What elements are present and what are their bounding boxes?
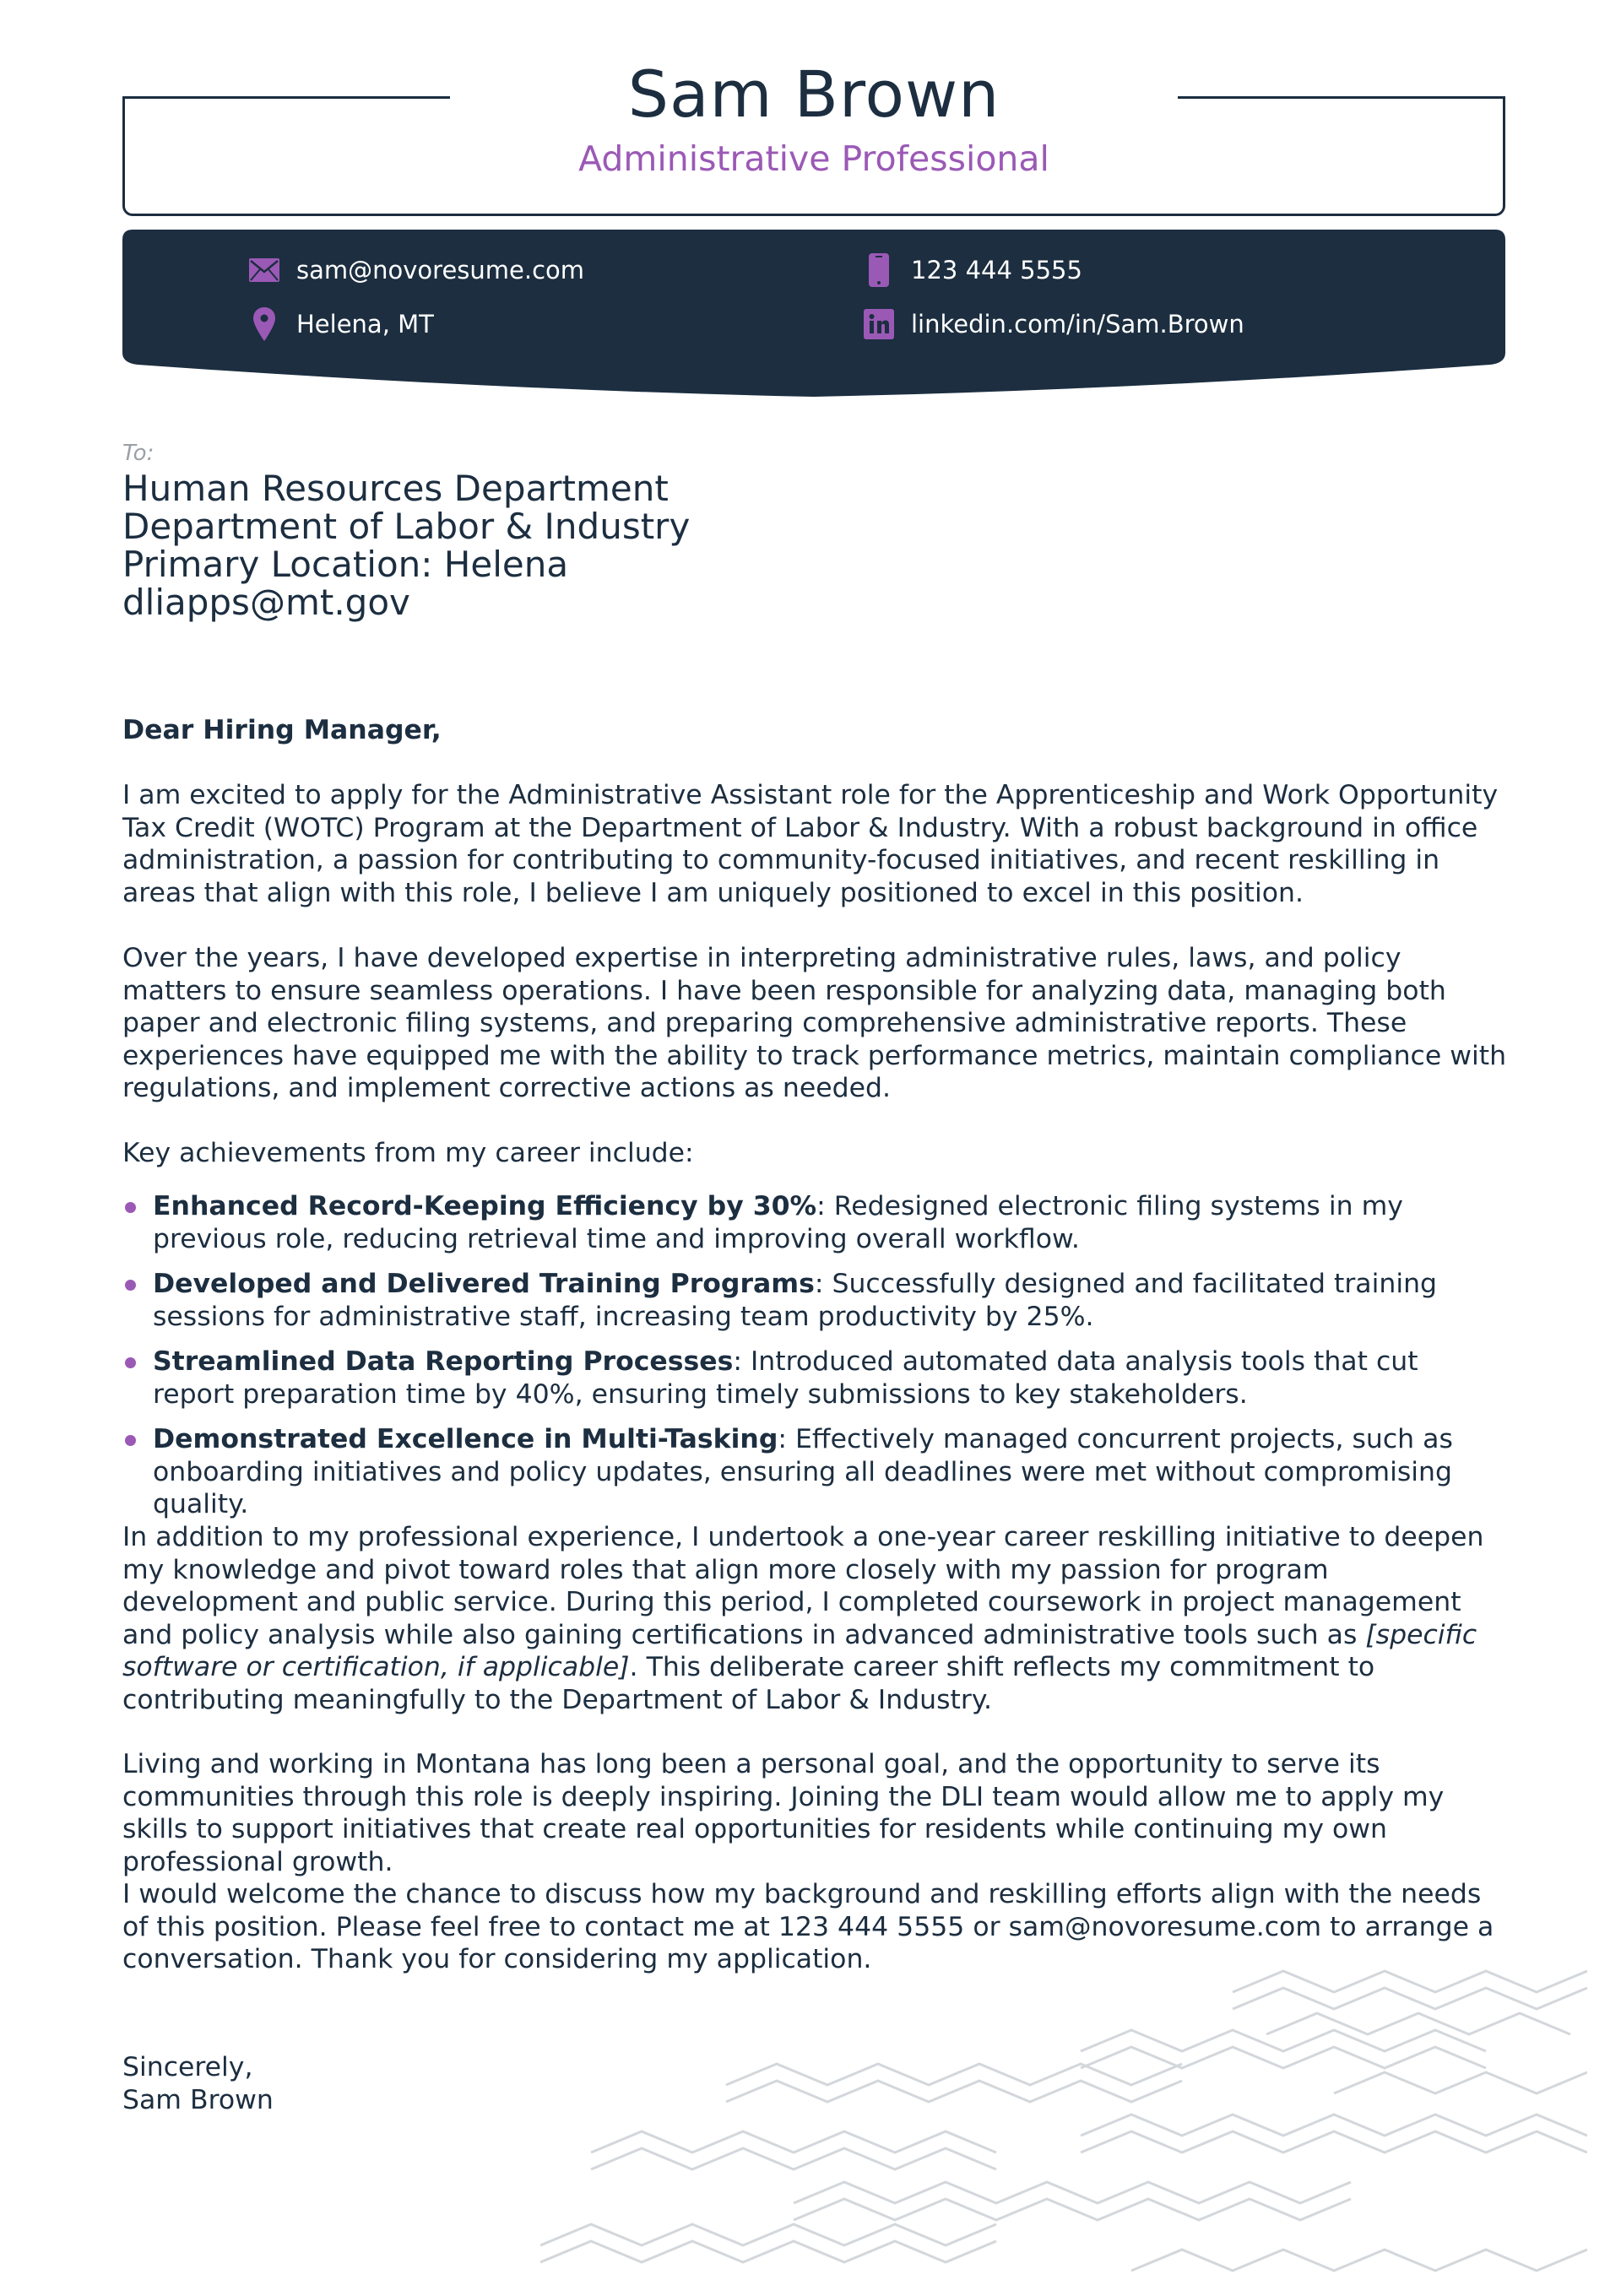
recipient-line: Human Resources Department <box>122 468 669 509</box>
paragraph-reskilling <box>122 1521 1507 1716</box>
list-item <box>122 1346 1507 1411</box>
contact-band <box>122 230 1505 398</box>
contact-phone[interactable] <box>864 253 1082 287</box>
achievements-list <box>122 1190 1507 1534</box>
recipient-line: Department of Labor & Industry <box>122 506 691 547</box>
paragraph-achievements-intro: Key achievements from my career include: <box>122 1138 694 1168</box>
map-pin-icon <box>249 307 279 341</box>
phone-icon <box>864 253 894 287</box>
reskilling-text: In addition to my professional experience, I undertook a one-year career reskilling initiative to deepen my knowledge and pivot toward roles that align more closely with my passion for program development and public service. During this period, I completed coursework in project management and policy analysis while also gaining certifications in advanced administrative tools such as <box>122 1522 1484 1650</box>
phone-text: 123 444 5555 <box>911 256 1082 284</box>
email-text: sam@novoresume.com <box>296 256 585 284</box>
paragraph-motivation: Living and working in Montana has long been a personal goal, and the opportunity to serve its communities through this role is deeply inspiring. Joining the DLI team would allow me to apply my skills to support initiatives that create real opportunities for residents while continuing my own professional growth. <box>122 1749 1445 1877</box>
header-rule-left <box>122 96 450 99</box>
recipient-email[interactable]: dliapps@mt.gov <box>122 582 410 623</box>
achievement-text: : Effectively managed concurrent projects, such as onboarding initiatives and policy updates, ensuring all deadlines were met without compromising quality. <box>153 1424 1453 1519</box>
envelope-icon <box>249 253 279 287</box>
reskilling-text-end: . This deliberate career shift reflects my commitment to contributing meaningfully to the Department of Labor & Industry. <box>122 1652 1375 1715</box>
location-text: Helena, MT <box>296 310 434 338</box>
recipient-line: Primary Location: Helena <box>122 544 569 585</box>
contact-location <box>249 307 434 341</box>
greeting: Dear Hiring Manager, <box>122 715 442 745</box>
applicant-title: Administrative Professional <box>578 138 1049 179</box>
list-item <box>122 1268 1507 1333</box>
list-item <box>122 1423 1507 1521</box>
applicant-name: Sam Brown <box>627 57 1000 132</box>
achievement-title: Streamlined Data Reporting Processes <box>153 1346 734 1377</box>
linkedin-text: linkedin.com/in/Sam.Brown <box>911 310 1244 338</box>
achievement-text: : Redesigned electronic filing systems in my previous role, reducing retrieval time and improving overall workflow. <box>153 1191 1403 1254</box>
list-item <box>122 1190 1507 1255</box>
contact-linkedin[interactable] <box>864 307 1244 341</box>
achievement-text: : Successfully designed and facilitated training sessions for administrative staff, increasing team productivity by 25%. <box>153 1269 1438 1332</box>
signoff-block <box>122 2051 274 2116</box>
paragraph-closing: I would welcome the chance to discuss how my background and reskilling efforts align with the needs of this position. Please feel free to contact me at 123 444 5555 or sam@novoresume.com to arrange a conversation. Thank you for considering my application. <box>122 1879 1494 1974</box>
bullet-dot <box>125 1202 136 1213</box>
achievement-text: : Introduced automated data analysis tools that cut report preparation time by 40%, ensuring timely submissions to key stakeholders. <box>153 1346 1418 1410</box>
header-rule-right <box>1178 96 1505 99</box>
decorative-chevron-pattern <box>540 1967 1587 2296</box>
recipient-block <box>122 469 690 621</box>
recipient-label: To: <box>122 441 155 466</box>
bullet-dot <box>125 1435 136 1446</box>
paragraph-intro: I am excited to apply for the Administrative Assistant role for the Apprenticeship and Work Opportunity Tax Credit (WOTC) Program at the Department of Labor & Industry. With a robust background in office administration, a passion for contributing to community-focused initiatives, and recent reskilling in areas that align with this role, I believe I am uniquely positioned to excel in this position. <box>122 780 1499 908</box>
achievement-title: Developed and Delivered Training Programs <box>153 1269 815 1299</box>
closing-phrase: Sincerely, <box>122 2052 253 2082</box>
bullet-dot <box>125 1280 136 1291</box>
reskilling-placeholder: [specific software or certification, if applicable] <box>122 1619 1477 1682</box>
linkedin-icon <box>864 307 894 341</box>
bullet-dot <box>125 1357 136 1368</box>
paragraph-experience: Over the years, I have developed expertise in interpreting administrative rules, laws, and policy matters to ensure seamless operations. I have been responsible for analyzing data, managing both paper and electronic filing systems, and preparing comprehensive administrative reports. These experiences have equipped me with the ability to track performance metrics, maintain compliance with regulations, and implement corrective actions as needed. <box>122 943 1507 1103</box>
achievement-title: Enhanced Record-Keeping Efficiency by 30% <box>153 1191 817 1221</box>
achievement-title: Demonstrated Excellence in Multi-Tasking <box>153 1424 778 1454</box>
contact-email[interactable] <box>249 253 584 287</box>
signature-name: Sam Brown <box>122 2084 274 2115</box>
